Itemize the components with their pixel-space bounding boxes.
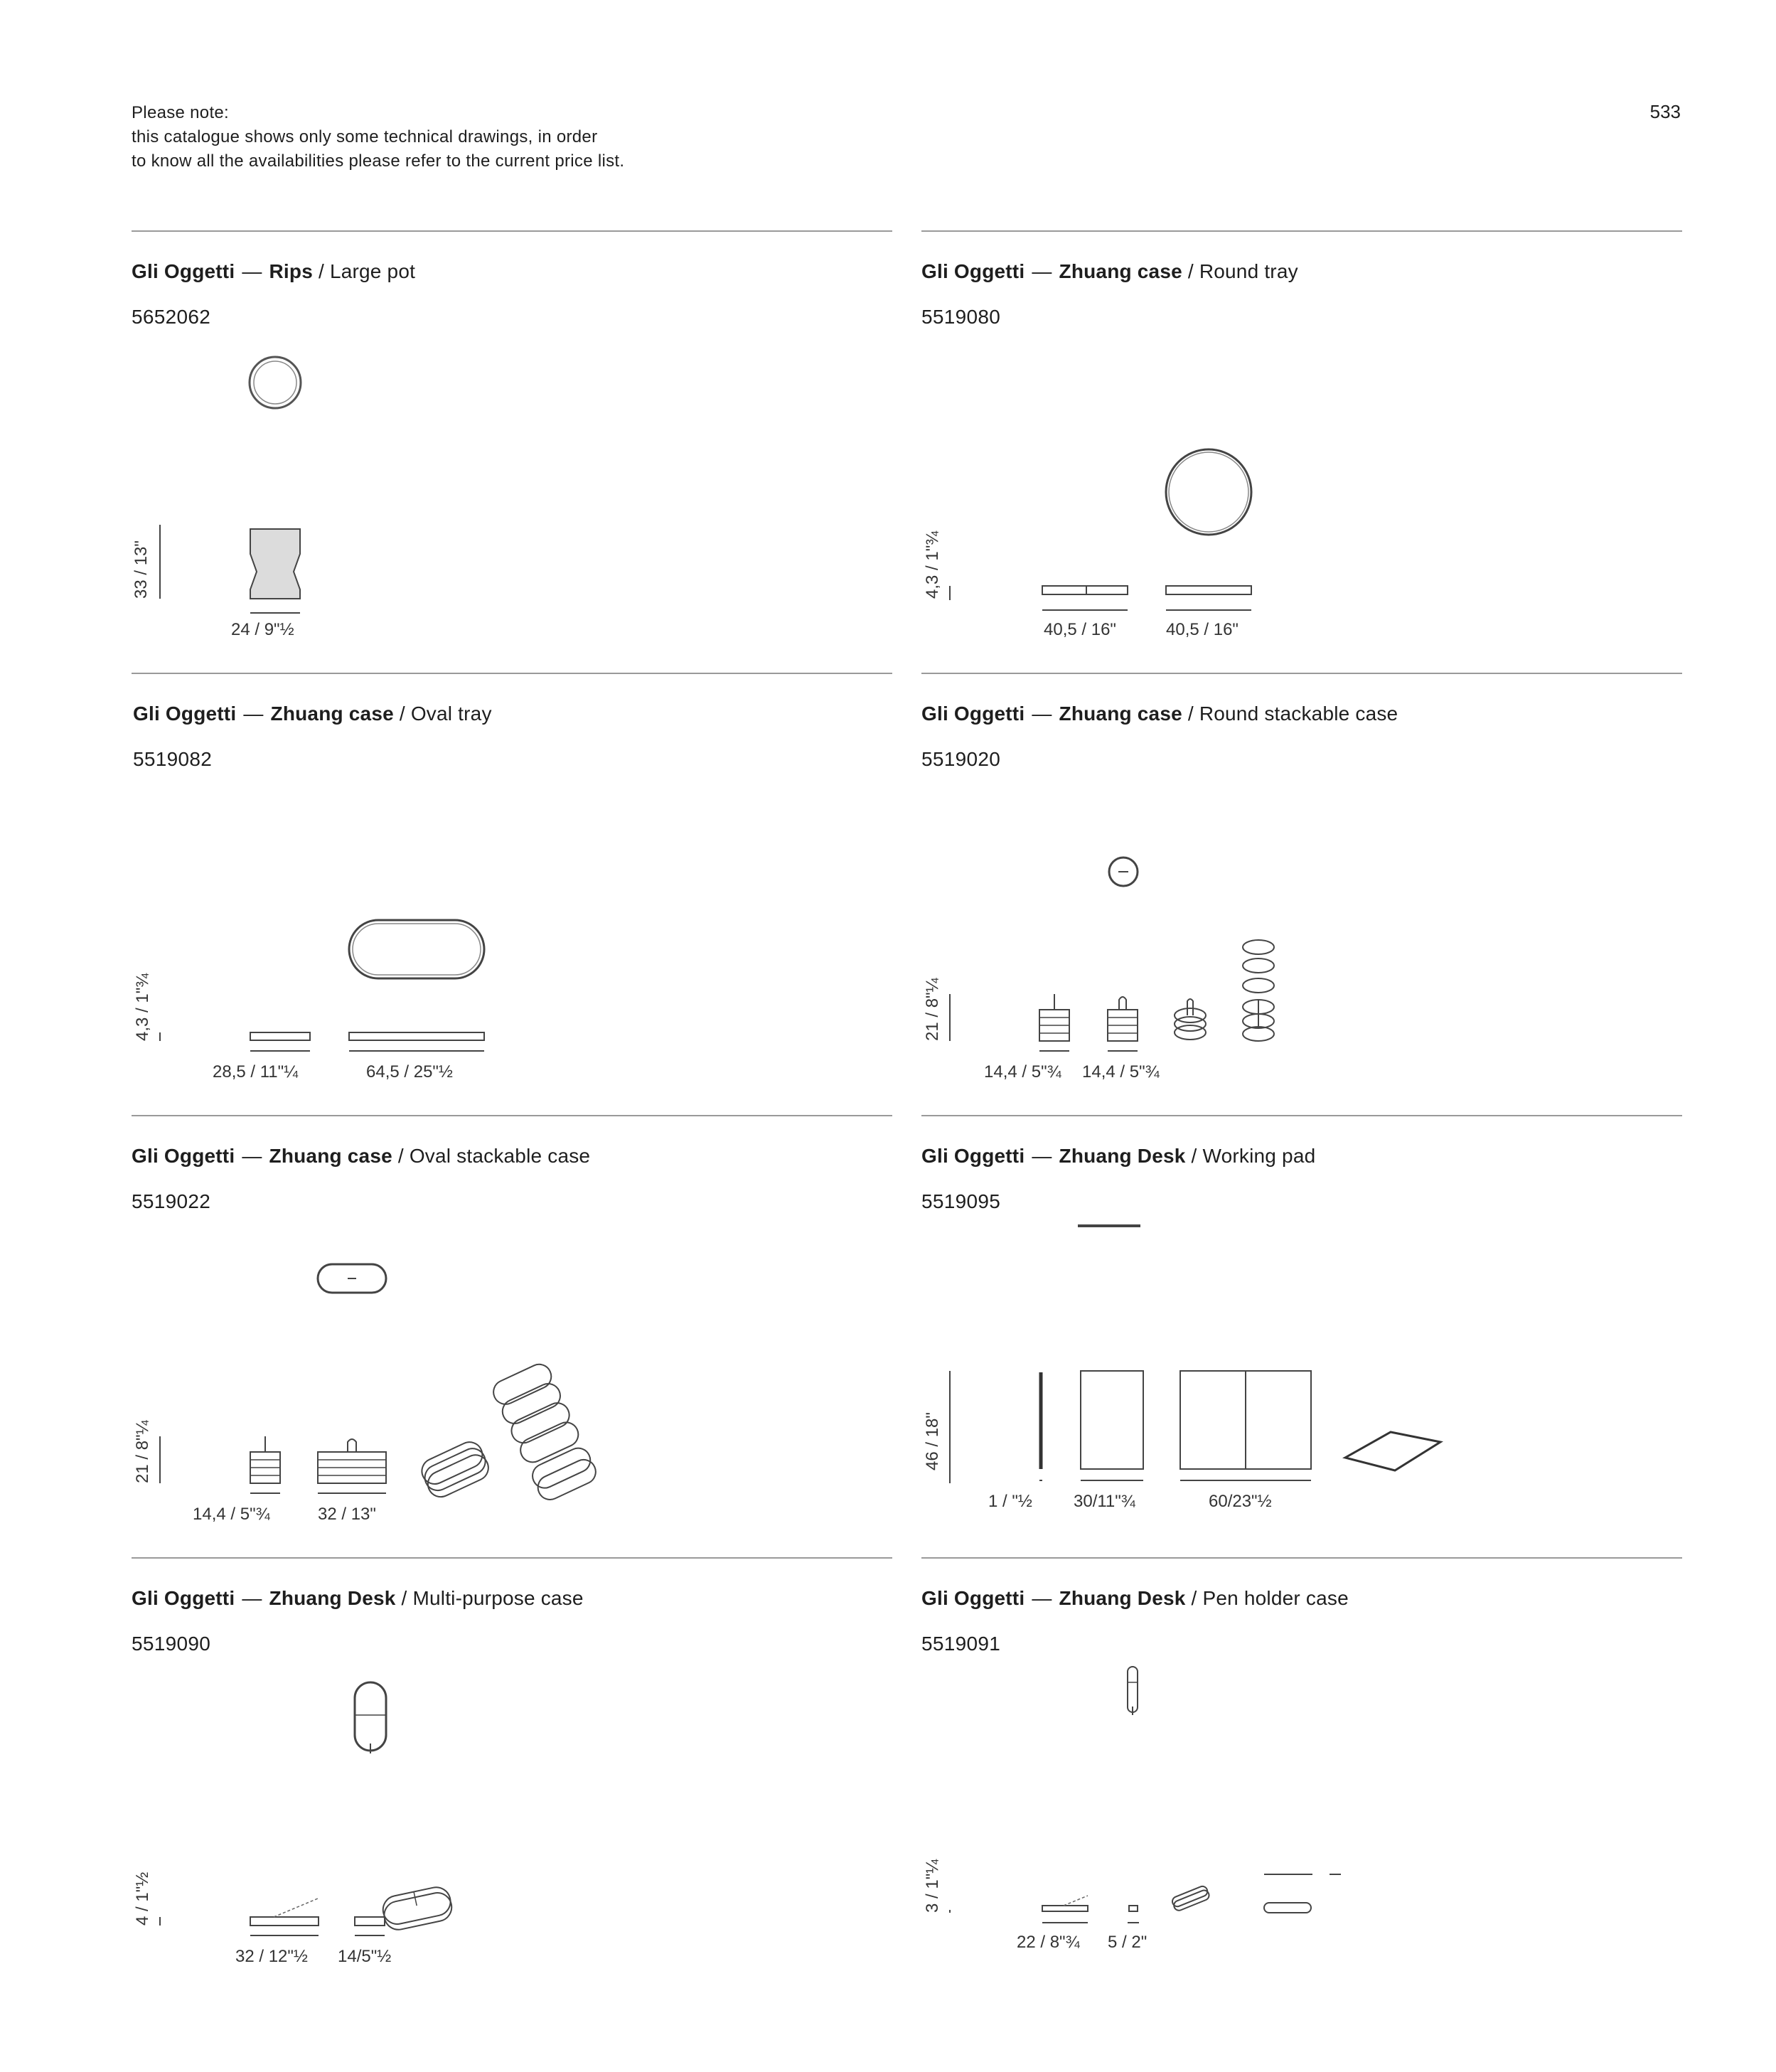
product-title: Gli Oggetti — Zhuang case / Oval stackable case <box>132 1145 591 1167</box>
width-dimension: 14,4 / 5"¾ <box>984 1062 1061 1082</box>
width-dimension: 14,4 / 5"¾ <box>193 1505 270 1524</box>
product-code: 5652062 <box>132 306 211 328</box>
width-dimension: 30/11"¾ <box>1074 1492 1135 1511</box>
height-dimension: 4,3 / 1"¾ <box>133 973 152 1041</box>
width-dimension: 24 / 9"½ <box>231 620 294 639</box>
width-dimension: 64,5 / 25"½ <box>366 1062 453 1082</box>
note-line-1: Please note: <box>132 103 230 122</box>
height-dimension: 21 / 8"¼ <box>923 978 942 1041</box>
width-dimension: 40,5 / 16" <box>1166 620 1239 639</box>
width-dimension: 32 / 12"½ <box>235 1947 308 1966</box>
page-number: 533 <box>1649 101 1681 122</box>
width-dimension: 40,5 / 16" <box>1044 620 1116 639</box>
height-dimension: 46 / 18" <box>923 1412 942 1470</box>
product-title: Gli Oggetti — Zhuang case / Round stackable case <box>921 703 1398 725</box>
product-section-oval-stackable-case <box>132 1115 892 1556</box>
width-dimension: 22 / 8"¾ <box>1017 1933 1080 1952</box>
height-dimension: 3 / 1"¼ <box>923 1859 942 1913</box>
product-title: Gli Oggetti — Zhuang Desk / Multi-purpose case <box>132 1587 584 1609</box>
product-title: Gli Oggetti — Zhuang case / Oval tray <box>133 703 492 725</box>
product-section-working-pad <box>921 1115 1682 1556</box>
round-tray-drawing <box>921 230 1682 671</box>
product-section-pen-holder-case <box>921 1557 1682 1998</box>
product-section-round-tray <box>921 230 1682 671</box>
width-dimension: 5 / 2" <box>1108 1933 1148 1952</box>
working-pad-drawing <box>921 1115 1682 1556</box>
product-section-large-pot <box>132 230 892 671</box>
pen-holder-case-drawing <box>921 1557 1682 1998</box>
note-line-2: this catalogue shows only some technical drawings, in order <box>132 127 598 146</box>
product-code: 5519080 <box>921 306 1001 328</box>
product-code: 5519091 <box>921 1633 1001 1655</box>
product-code: 5519090 <box>132 1633 211 1655</box>
width-dimension: 60/23"½ <box>1209 1492 1272 1511</box>
product-code: 5519082 <box>133 748 213 770</box>
oval-tray-drawing <box>132 673 892 1114</box>
round-stackable-case-drawing <box>921 673 1682 1114</box>
large-pot-drawing <box>132 230 892 671</box>
thickness-dimension: 1 / "½ <box>988 1492 1032 1511</box>
width-dimension: 32 / 13" <box>318 1505 376 1524</box>
product-title: Gli Oggetti — Zhuang Desk / Pen holder case <box>921 1587 1349 1609</box>
product-title: Gli Oggetti — Zhuang case / Round tray <box>921 260 1298 282</box>
product-code: 5519020 <box>921 748 1001 770</box>
note-line-3: to know all the availabilities please refer to the current price list. <box>132 151 625 171</box>
product-section-round-stackable-case <box>921 673 1682 1114</box>
product-code: 5519095 <box>921 1190 1001 1212</box>
oval-stackable-case-drawing <box>132 1115 892 1556</box>
height-dimension: 4,3 / 1"¾ <box>923 530 942 599</box>
width-dimension: 14,4 / 5"¾ <box>1082 1062 1160 1082</box>
height-dimension: 21 / 8"¼ <box>133 1420 152 1483</box>
width-dimension: 28,5 / 11"¼ <box>213 1062 299 1082</box>
product-code: 5519022 <box>132 1190 211 1212</box>
height-dimension: 33 / 13" <box>132 540 151 599</box>
product-section-multi-purpose-case <box>132 1557 892 1998</box>
product-title: Gli Oggetti — Zhuang Desk / Working pad <box>921 1145 1316 1167</box>
catalogue-note <box>132 101 624 173</box>
multi-purpose-case-drawing <box>132 1557 892 1998</box>
product-section-oval-tray <box>132 673 892 1114</box>
width-dimension: 14/5"½ <box>338 1947 392 1966</box>
height-dimension: 4 / 1"½ <box>133 1871 152 1926</box>
product-title: Gli Oggetti — Rips / Large pot <box>132 260 416 282</box>
